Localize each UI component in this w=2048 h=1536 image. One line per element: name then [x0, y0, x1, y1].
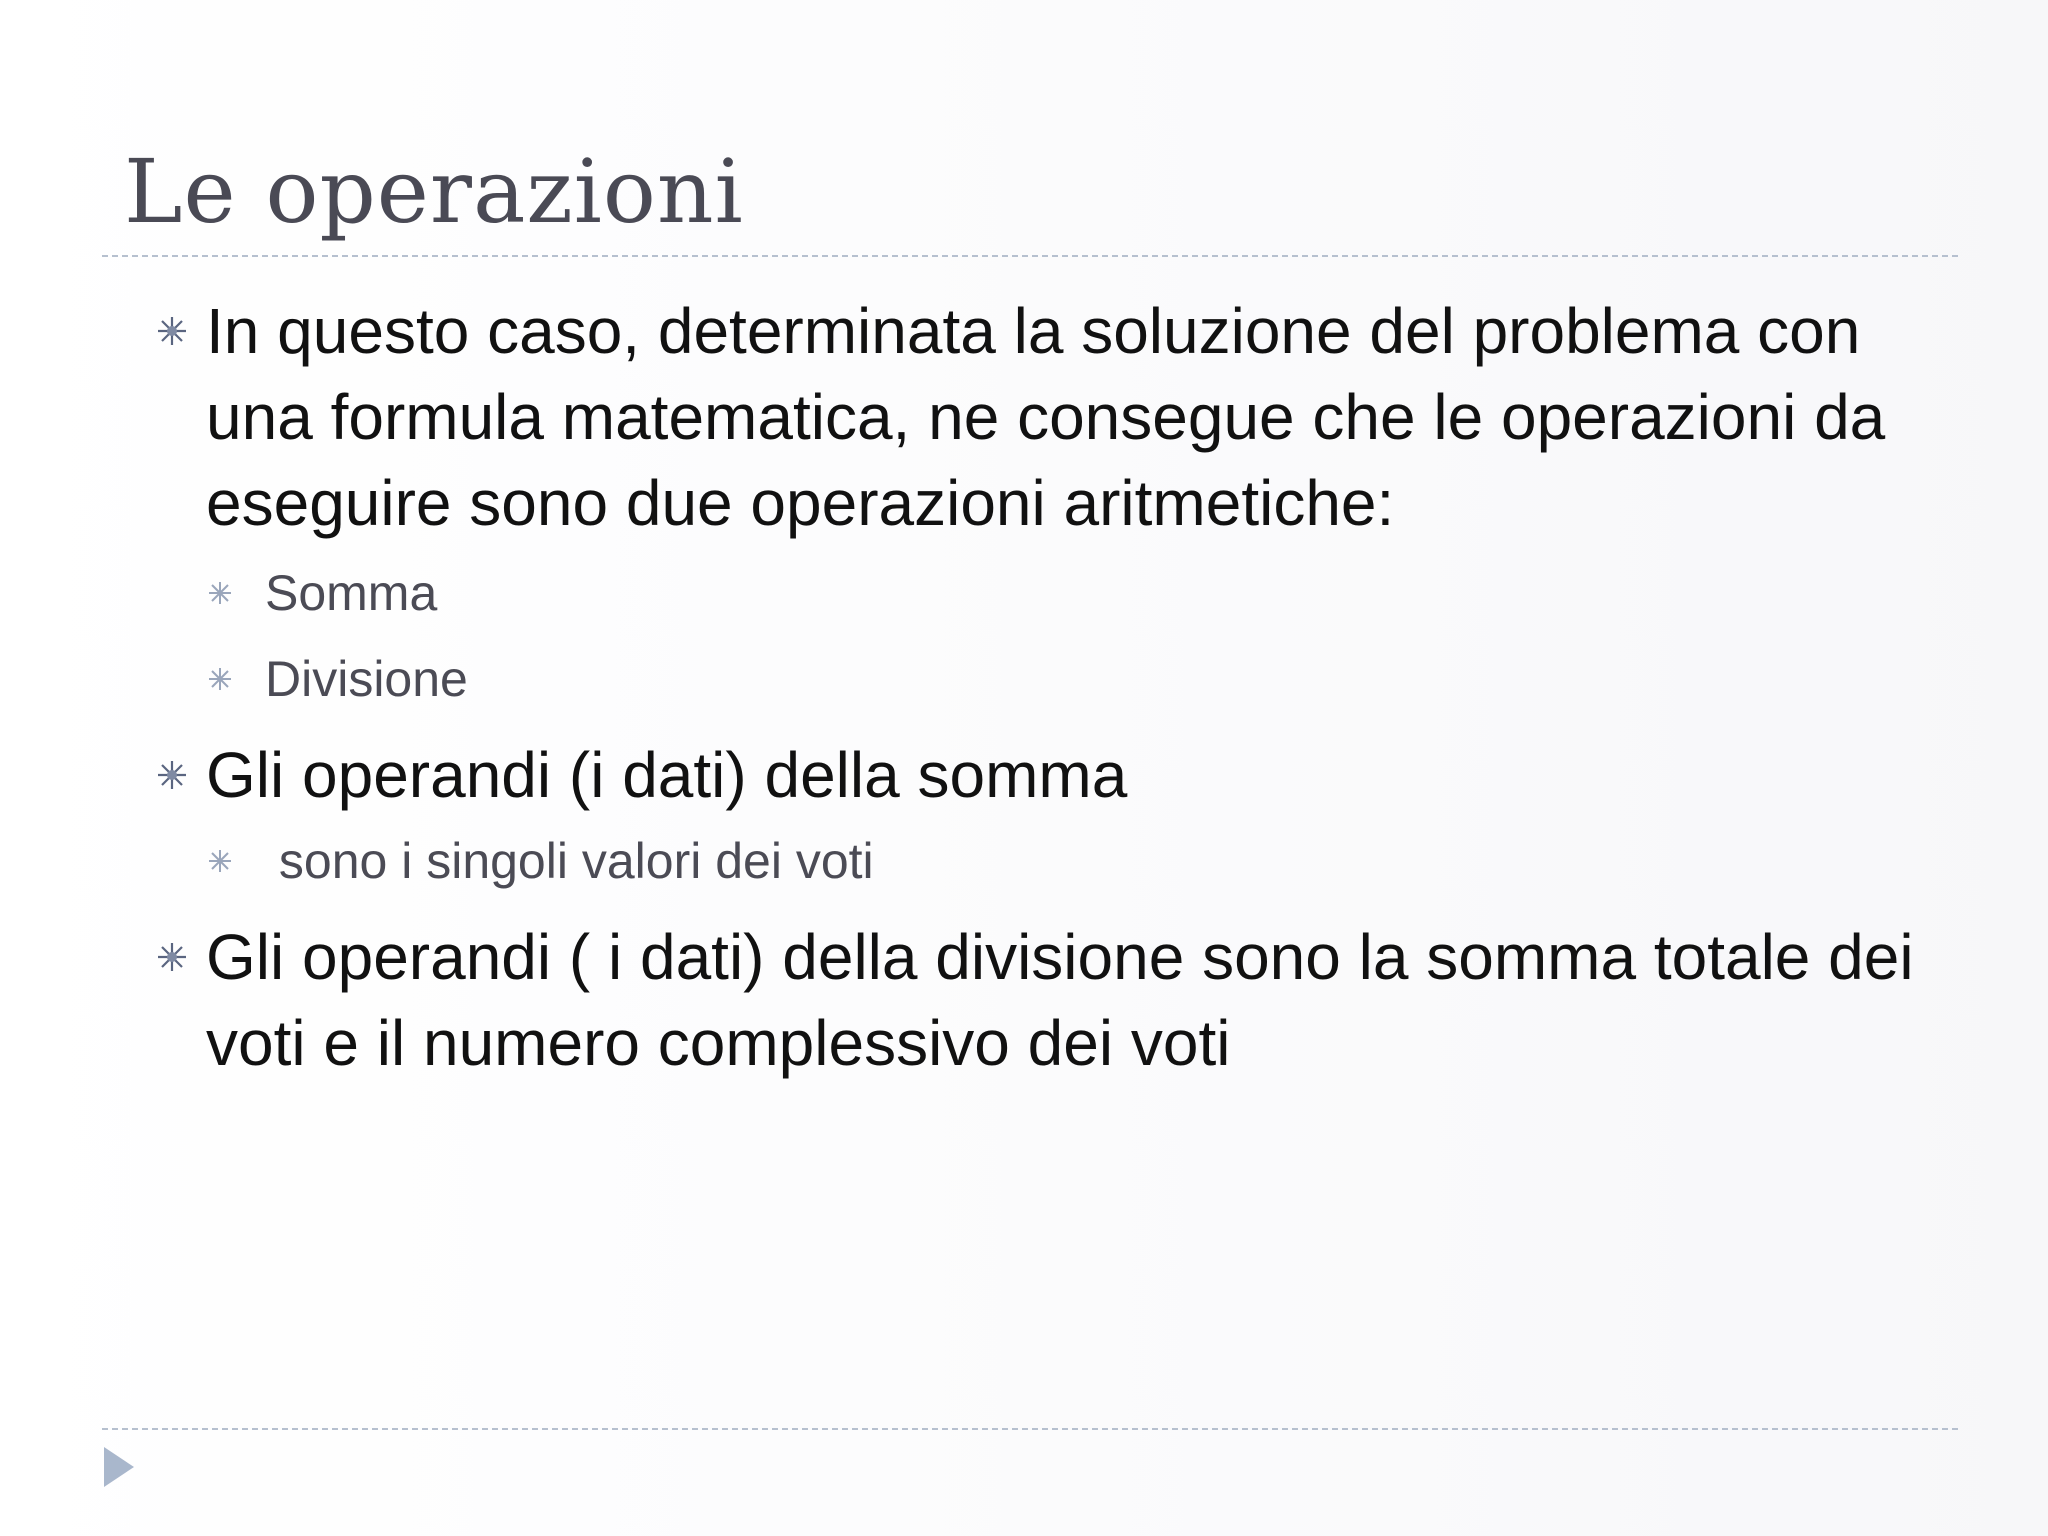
bullet-item: [150, 288, 1950, 546]
slide-title: Le operazioni: [124, 140, 744, 243]
sub-bullet-item: [150, 636, 1950, 722]
bullet-text: Gli operandi (i dati) della somma: [206, 739, 1128, 811]
sub-bullet-item: [150, 550, 1950, 636]
footer-divider: [102, 1428, 1958, 1430]
bullet-text: Gli operandi ( i dati) della divisione sono la somma totale dei voti e il numero complessivo dei voti: [206, 921, 1914, 1079]
asterisk-star-bullet-icon: [206, 818, 246, 904]
slide-content: [150, 288, 1950, 1086]
sub-bullet-text: sono i singoli valori dei voti: [265, 833, 874, 889]
asterisk-star-bullet-icon: [206, 550, 246, 636]
snowflake-bullet-icon: [152, 288, 192, 374]
sub-bullet-item: [150, 818, 1950, 904]
snowflake-bullet-icon: [152, 732, 192, 818]
sub-bullet-text: Somma: [265, 565, 438, 621]
snowflake-bullet-icon: [152, 914, 192, 1000]
bullet-item: [150, 914, 1950, 1086]
title-divider: [102, 255, 1958, 257]
bullet-text: In questo caso, determinata la soluzione del problema con una formula matematica, ne consegue che le operazioni da eseguire sono due operazioni aritmetiche:: [206, 295, 1886, 539]
bullet-item: [150, 732, 1950, 818]
sub-bullet-text: Divisione: [265, 651, 468, 707]
asterisk-star-bullet-icon: [206, 636, 246, 722]
play-triangle-icon[interactable]: [104, 1447, 134, 1487]
